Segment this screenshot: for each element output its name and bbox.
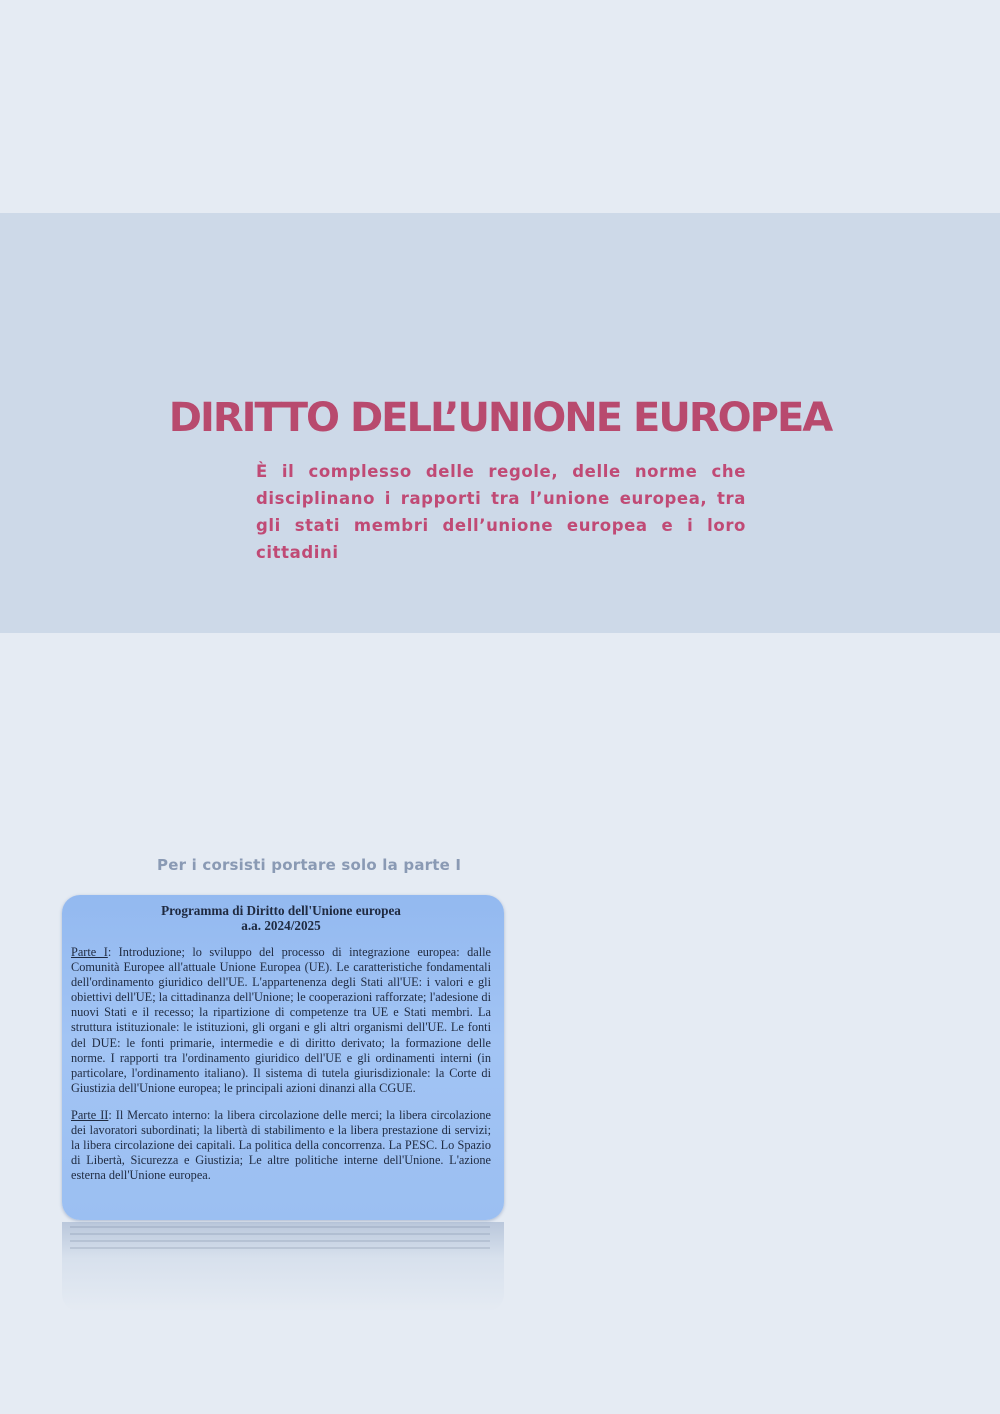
course-note: Per i corsisti portare solo la parte I: [157, 856, 462, 874]
program-year: a.a. 2024/2025: [241, 918, 321, 933]
part-2-label: Parte II: [71, 1107, 109, 1122]
program-part-1: [71, 945, 491, 1096]
part-1-text: : Introduzione; lo sviluppo del processo di integrazione europea: dalle Comunità Europee all'attuale Unione Europea (UE). Le caratteristiche fondamentali dell'ordinamento giuridico dell'UE. L'appartenenza degli Stati all'UE: i valori e gli obiettivi dell'UE; la cittadinanza dell'Unione; le cooperazioni rafforzate; l'adesione di nuovi Stati e il recesso; la ripartizione di competenze tra UE e Stati membri. La struttura istituzionale: le istituzioni, gli organi e gli altri organismi dell'UE. Le fonti del DUE: le fonti primarie, intermedie e di diritto derivato; la formazione delle norme. I rapporti tra l'ordinamento giuridico dell'UE e gli ordinamenti interni (in particolare, l'ordinamento italiano). Il sistema di tutela giurisdizionale: la Corte di Giustizia dell'Unione europea; le principali azioni dinanzi alla CGUE.: [71, 945, 491, 1095]
part-1-label: Parte I: [71, 945, 108, 959]
program-heading: Programma di Diritto dell'Unione europea: [161, 903, 401, 918]
page-subtitle: È il complesso delle regole, delle norme che disciplinano i rapporti tra l’unione europea, tra gli stati membri dell’unione europea e i loro cittadini: [256, 462, 746, 562]
page-title: DIRITTO DELL’UNIONE EUROPEA: [168, 395, 832, 441]
program-photo: [62, 895, 504, 1220]
part-2-text: : Il Mercato interno: la libera circolazione delle merci; la libera circolazione dei lavoratori subordinati; la libertà di stabilimento e la libera prestazione di servizi; la libera circolazione dei capitali. La politica della concorrenza. La PESC. Lo Spazio di Libertà, Sicurezza e Giustizia; Le altre politiche interne dell'Unione. L'azione esterna dell'Unione europea.: [71, 1107, 491, 1183]
program-part-2: [71, 1108, 491, 1183]
program-photo-card: [62, 895, 504, 1220]
program-document: [71, 903, 491, 1195]
photo-reflection-lines: [70, 1226, 490, 1250]
